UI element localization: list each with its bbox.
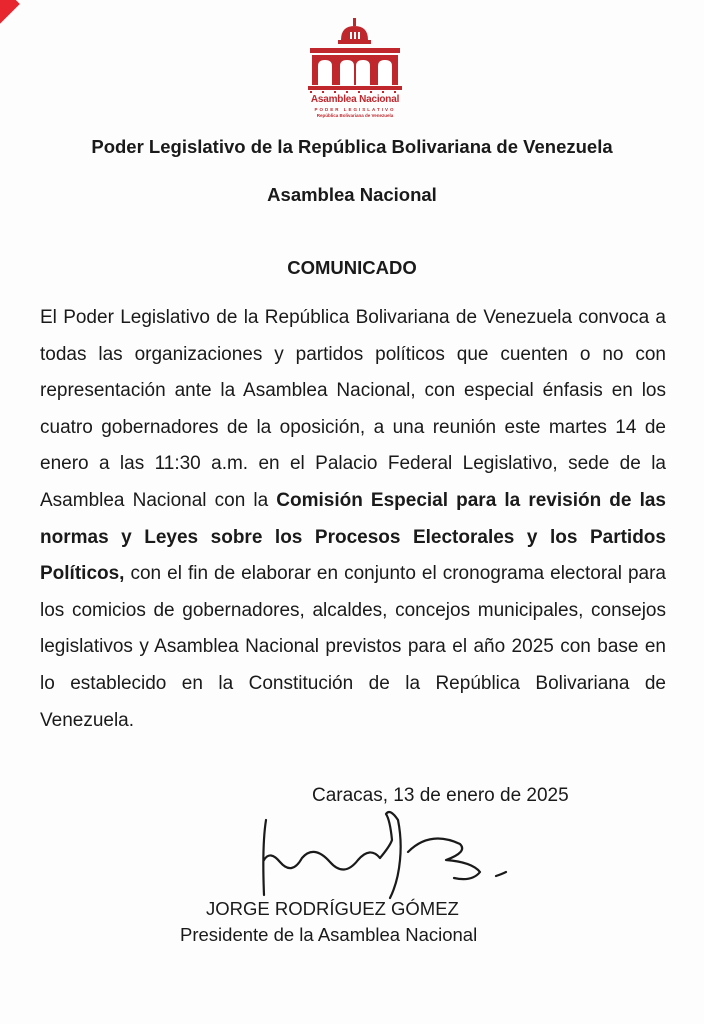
- logo-subtitle-country: República Bolivariana de Venezuela: [316, 113, 394, 118]
- commission-name: Comisión Especial para la revisión de las normas y Leyes sobre los Procesos Electorales y los Partidos Políticos,: [40, 489, 666, 585]
- signature-icon: [240, 800, 540, 905]
- signer-name: JORGE RODRÍGUEZ GÓMEZ: [206, 898, 459, 919]
- logo-subtitle: PODER LEGISLATIVO: [314, 107, 396, 112]
- asamblea-nacional-logo: [300, 16, 410, 122]
- signer-title: Presidente de la Asamblea Nacional: [180, 924, 478, 945]
- communique-body: [40, 300, 666, 739]
- logo-title: Asamblea Nacional: [310, 94, 400, 105]
- communique-intro: El Poder Legislativo de la República Bolivariana de Venezuela convoca a todas las organizaciones y partidos políticos que cuenten o no con representación ante la Asamblea Nacional, con especial énfasis en los cuatro gobernadores de la oposición, a una reunión este martes 14 de enero a las 11:30 a.m. en el Palacio Federal Legislativo, sede de la Asamblea Nacional con la: [40, 307, 666, 511]
- assembly-heading: Asamblea Nacional: [267, 184, 437, 205]
- institution-heading: Poder Legislativo de la República Bolivariana de Venezuela: [91, 136, 613, 157]
- date-line: Caracas, 13 de enero de 2025: [312, 785, 569, 806]
- communique-closing: con el fin de elaborar en conjunto el cronograma electoral para los comicios de gobernadores, alcaldes, concejos municipales, consejos legislativos y Asamblea Nacional previstos para el año 2025 con base en lo establecido en la Constitución de la República Bolivariana de Venezuela.: [40, 563, 666, 731]
- corner-mark: [0, 0, 20, 24]
- document-type-heading: COMUNICADO: [287, 257, 417, 278]
- capitol-building-icon: [300, 16, 410, 94]
